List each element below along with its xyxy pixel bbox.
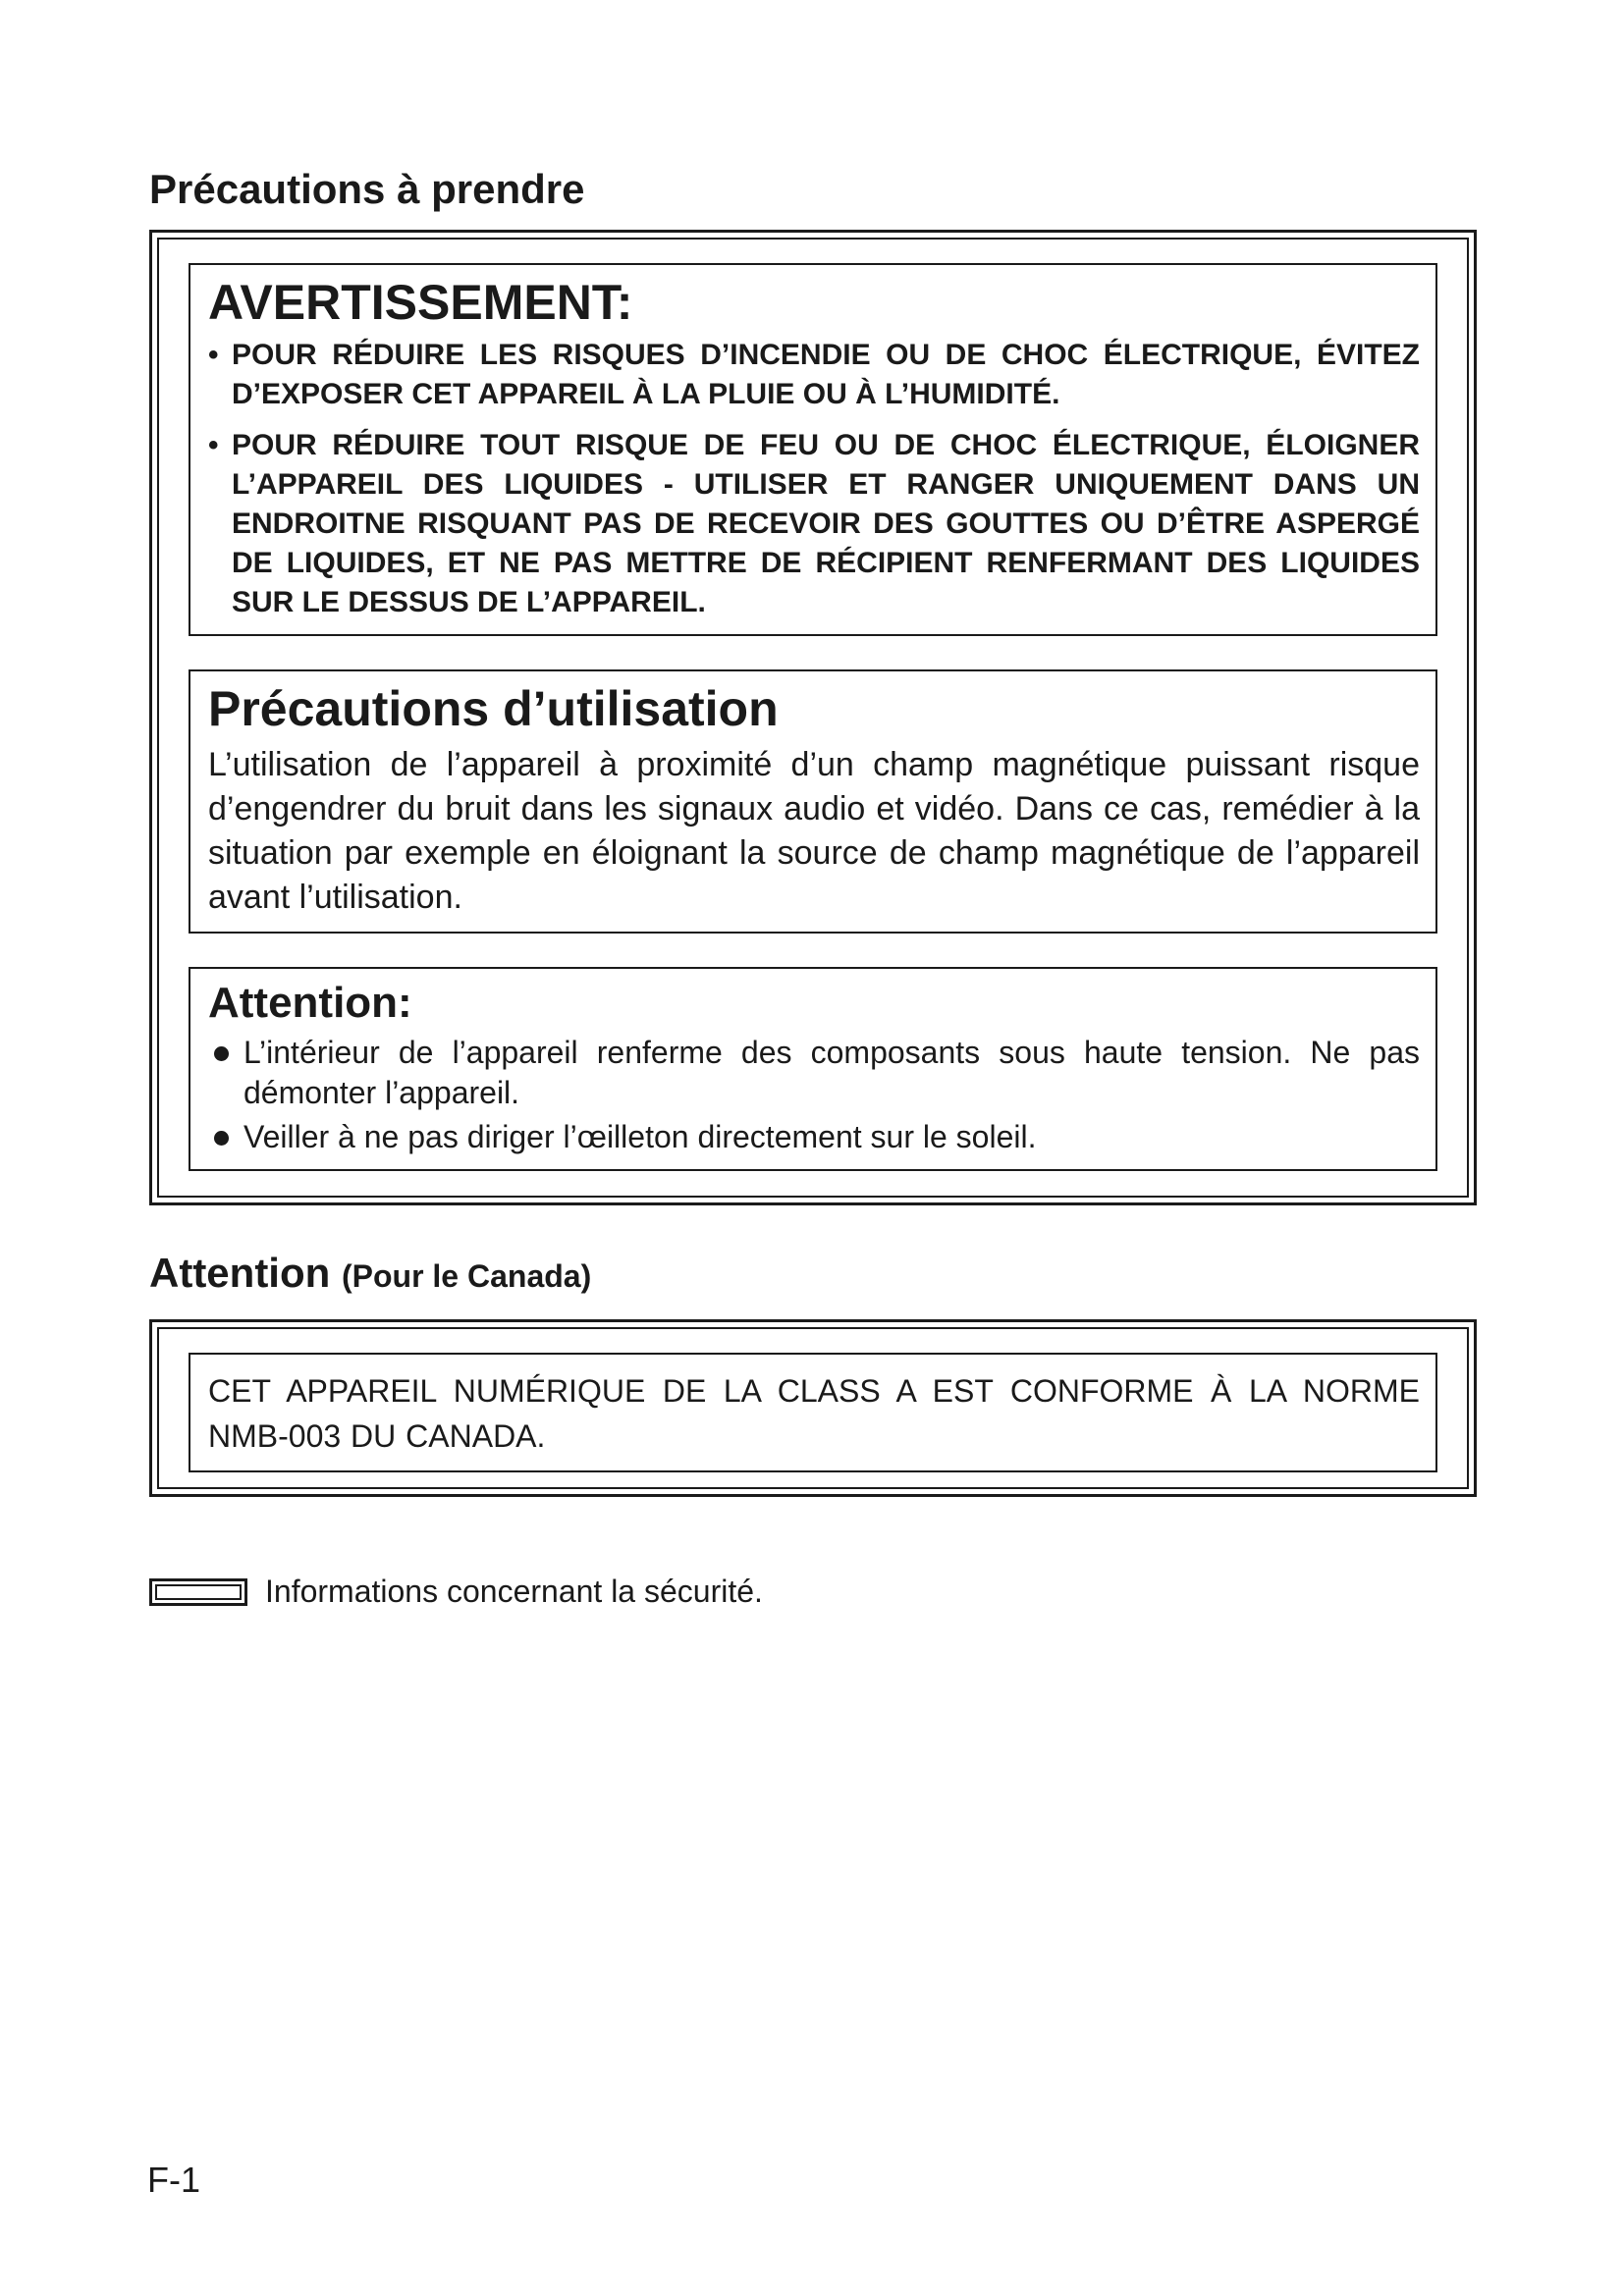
section-title-precautions: Précautions à prendre [149, 166, 585, 212]
canada-title: Attention [149, 1250, 331, 1296]
bullet-dot-icon [214, 1131, 229, 1146]
double-frame-icon [149, 1578, 247, 1606]
attention-item-2-text: Veiller à ne pas diriger l’œilleton directement sur le soleil. [244, 1118, 1037, 1154]
legend [149, 1574, 763, 1610]
usage-text: L’utilisation de l’appareil à proximité d’un champ magnétique puissant risque d’engendrer du bruit dans les signaux audio et vidéo. Dans ce cas, remédier à la situation par exemple en éloignant la source de champ magnétique de l’appareil avant l’utilisation. [208, 746, 1420, 916]
usage-title: Précautions d’utilisation [208, 680, 779, 736]
canada-frame [149, 1319, 1477, 1497]
bullet-icon: • [208, 338, 219, 371]
warning-item-2 [208, 426, 1420, 622]
bullet-dot-icon [214, 1046, 229, 1061]
warning-item-2-text: POUR RÉDUIRE TOUT RISQUE DE FEU OU DE CHOC ÉLECTRIQUE, ÉLOIGNER L’APPAREIL DES LIQUIDES - UTILISER ET RANGER UNIQUEMENT DANS UN ENDROITNE RISQUANT PAS DE RECEVOIR DES GOUTTES OU D’ÊTRE ASPERGÉ DE LIQUIDES, ET NE PAS METTRE DE RÉCIPIENT RENFERMANT DES LIQUIDES SUR LE DESSUS DE L’APPAREIL. [232, 428, 1420, 618]
safety-frame-inner [157, 238, 1469, 1198]
usage-box [189, 669, 1437, 934]
attention-item-1 [208, 1033, 1420, 1113]
warning-title: AVERTISSEMENT: [208, 275, 633, 330]
legend-text: Informations concernant la sécurité. [265, 1574, 763, 1609]
canada-box [189, 1353, 1437, 1472]
warning-item-1-text: POUR RÉDUIRE LES RISQUES D’INCENDIE OU DE CHOC ÉLECTRIQUE, ÉVITEZ D’EXPOSER CET APPAREIL À LA PLUIE OU À L’HUMIDITÉ. [232, 338, 1420, 410]
canada-frame-inner [157, 1327, 1469, 1489]
canada-subtitle: (Pour le Canada) [341, 1258, 592, 1294]
attention-item-2 [208, 1117, 1420, 1157]
warning-item-1 [208, 336, 1420, 414]
canada-text: CET APPAREIL NUMÉRIQUE DE LA CLASS A EST CONFORME À LA NORME NMB-003 DU CANADA. [208, 1373, 1420, 1454]
bullet-icon: • [208, 428, 219, 461]
attention-box [189, 967, 1437, 1171]
attention-title: Attention: [208, 979, 412, 1027]
section-title-canada [149, 1250, 592, 1296]
attention-item-1-text: L’intérieur de l’appareil renferme des composants sous haute tension. Ne pas démonter l’appareil. [244, 1034, 1420, 1110]
safety-frame [149, 230, 1477, 1205]
page-number: F-1 [147, 2160, 200, 2200]
warning-box [189, 263, 1437, 636]
